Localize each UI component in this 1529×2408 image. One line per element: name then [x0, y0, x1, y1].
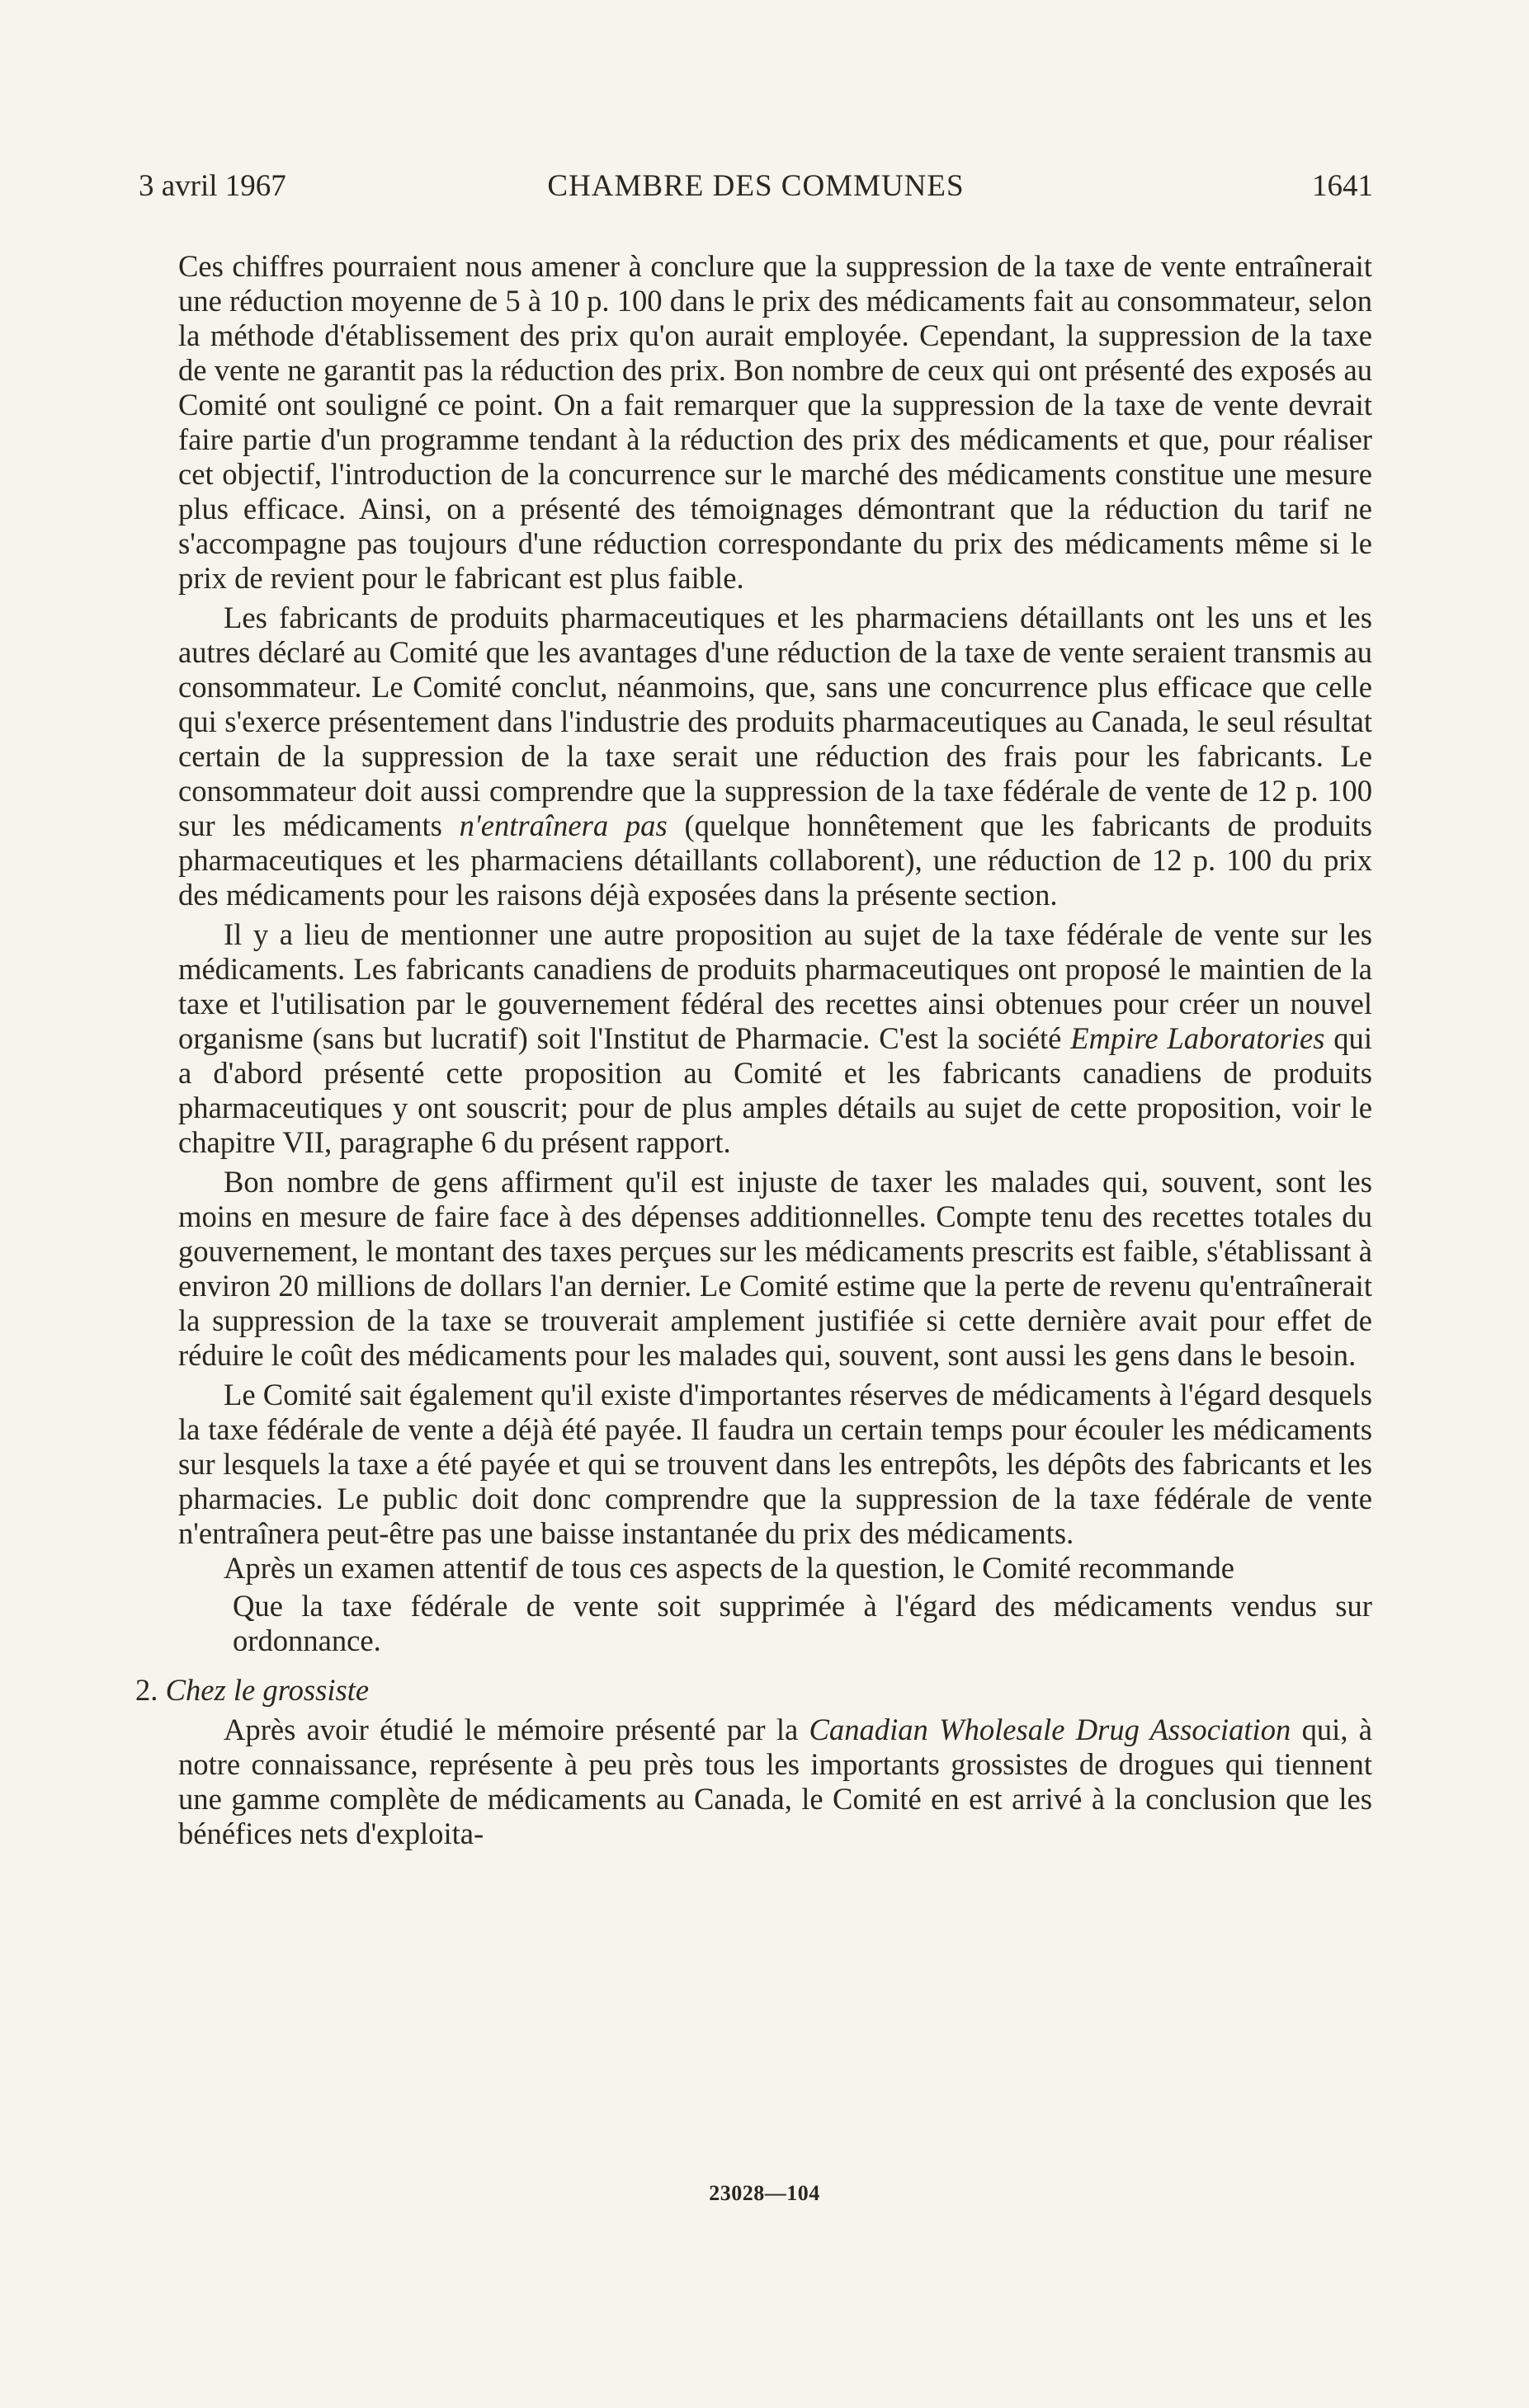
paragraph-2-emphasis: n'entraînera pas	[459, 808, 668, 842]
paragraph-5: Le Comité sait également qu'il existe d'importantes réserves de médicaments à l'égard desquels la taxe fédérale de vente a déjà été payée. Il faudra un certain temps pour écouler les médicaments sur lesquels la taxe a été payée et qui se trouvent dans les entrepôts, les dépôts des fabricants et les pharmacies. Le public doit donc comprendre que la suppression de la taxe fédérale de vente n'entraînera peut-être pas une baisse instantanée du prix des médicaments.	[178, 1378, 1372, 1550]
paragraph-3-emphasis: Empire Laboratories	[1070, 1021, 1325, 1055]
paragraph-7-text-b: qui, à notre connaissance, représente à peu près tous les importants grossistes de drogues qui tiennent une gamme complète de médicaments au Canada, le Comité en est arrivé à la conclusion que les bénéfices nets d'exploita-	[178, 1713, 1372, 1850]
paragraph-7-text-a: Après avoir étudié le mémoire présenté par la	[224, 1713, 809, 1746]
paragraph-2-text-b: (quelque honnêtement que les fabricants de produits pharmaceutiques et les pharmaciens détaillants collaborent), une réduction de 12 p. 100 du prix des médicaments pour les raisons déjà exposées dans la présente section.	[178, 808, 1372, 912]
paragraph-3	[178, 917, 1372, 1160]
footer-code: 23028—104	[709, 2181, 820, 2205]
paragraph-1: Ces chiffres pourraient nous amener à conclure que la suppression de la taxe de vente entraînerait une réduction moyenne de 5 à 10 p. 100 dans le prix des médicaments fait au consommateur, selon la méthode d'établissement des prix qu'on aurait employée. Cependant, la suppression de la taxe de vente ne garantit pas la réduction des prix. Bon nombre de ceux qui ont présenté des exposés au Comité ont souligné ce point. On a fait remarquer que la suppression de la taxe de vente devrait faire partie d'un programme tendant à la réduction des prix des médicaments et que, pour réaliser cet objectif, l'introduction de la concurrence sur le marché des médicaments constitue une mesure plus efficace. Ainsi, on a présenté des témoignages démontrant que la réduction du tarif ne s'accompagne pas toujours d'une réduction correspondante du prix des médicaments même si le prix de revient pour le fabricant est plus faible.	[178, 249, 1372, 595]
paragraph-2-text-a: Les fabricants de produits pharmaceutiques et les pharmaciens détaillants ont les uns et les autres déclaré au Comité que les avantages d'une réduction de la taxe de vente seraient transmis au consommateur. Le Comité conclut, néanmoins, que, sans une concurrence plus efficace que celle qui s'exerce présentement dans l'industrie des produits pharmaceutiques au Canada, le seul résultat certain de la suppression de la taxe serait une réduction des frais pour les fabricants. Le consommateur doit aussi comprendre que la suppression de la taxe fédérale de vente de 12 p. 100 sur les médicaments	[178, 601, 1372, 842]
section-heading	[135, 1673, 1372, 1708]
paragraph-2	[178, 601, 1372, 912]
paragraph-7	[178, 1713, 1372, 1851]
paragraph-3-text-a: Il y a lieu de mentionner une autre proposition au sujet de la taxe fédérale de vente sur les médicaments. Les fabricants canadiens de produits pharmaceutiques ont proposé le maintien de la taxe et l'utilisation par le gouvernement fédéral des recettes ainsi obtenues pour créer un nouvel organisme (sans but lucratif) soit l'Institut de Pharmacie. C'est la société	[178, 917, 1372, 1055]
paragraph-7-emphasis: Canadian Wholesale Drug Association	[809, 1713, 1291, 1746]
paragraph-6: Après un examen attentif de tous ces aspects de la question, le Comité recommande	[224, 1551, 1234, 1585]
header-page-number: 1641	[1312, 169, 1373, 203]
section-title: Chez le grossiste	[165, 1673, 370, 1707]
header-title: CHAMBRE DES COMMUNES	[547, 169, 965, 203]
paragraph-4: Bon nombre de gens affirment qu'il est injuste de taxer les malades qui, souvent, sont les moins en mesure de faire face à des dépenses additionnelles. Compte tenu des recettes totales du gouvernement, le montant des taxes perçues sur les médicaments prescrits est faible, s'établissant à environ 20 millions de dollars l'an dernier. Le Comité estime que la perte de revenu qu'entraînerait la suppression de la taxe se trouverait amplement justifiée si cette dernière avait pour effet de réduire le coût des médicaments pour les malades qui, souvent, sont aussi les gens dans le besoin.	[178, 1165, 1372, 1372]
section-number: 2.	[135, 1673, 158, 1707]
body-text	[135, 249, 1372, 1851]
paragraph-3-text-b: qui a d'abord présenté cette proposition au Comité et les fabricants canadiens de produits pharmaceutiques y ont souscrit; pour de plus amples détails au sujet de cette proposition, voir le chapitre VII, paragraphe 6 du présent rapport.	[178, 1021, 1372, 1159]
header-date: 3 avril 1967	[139, 169, 286, 203]
page-header	[139, 162, 1373, 211]
recommendation-quote: Que la taxe fédérale de vente soit supprimée à l'égard des médicaments vendus sur ordonnance.	[233, 1589, 1372, 1657]
